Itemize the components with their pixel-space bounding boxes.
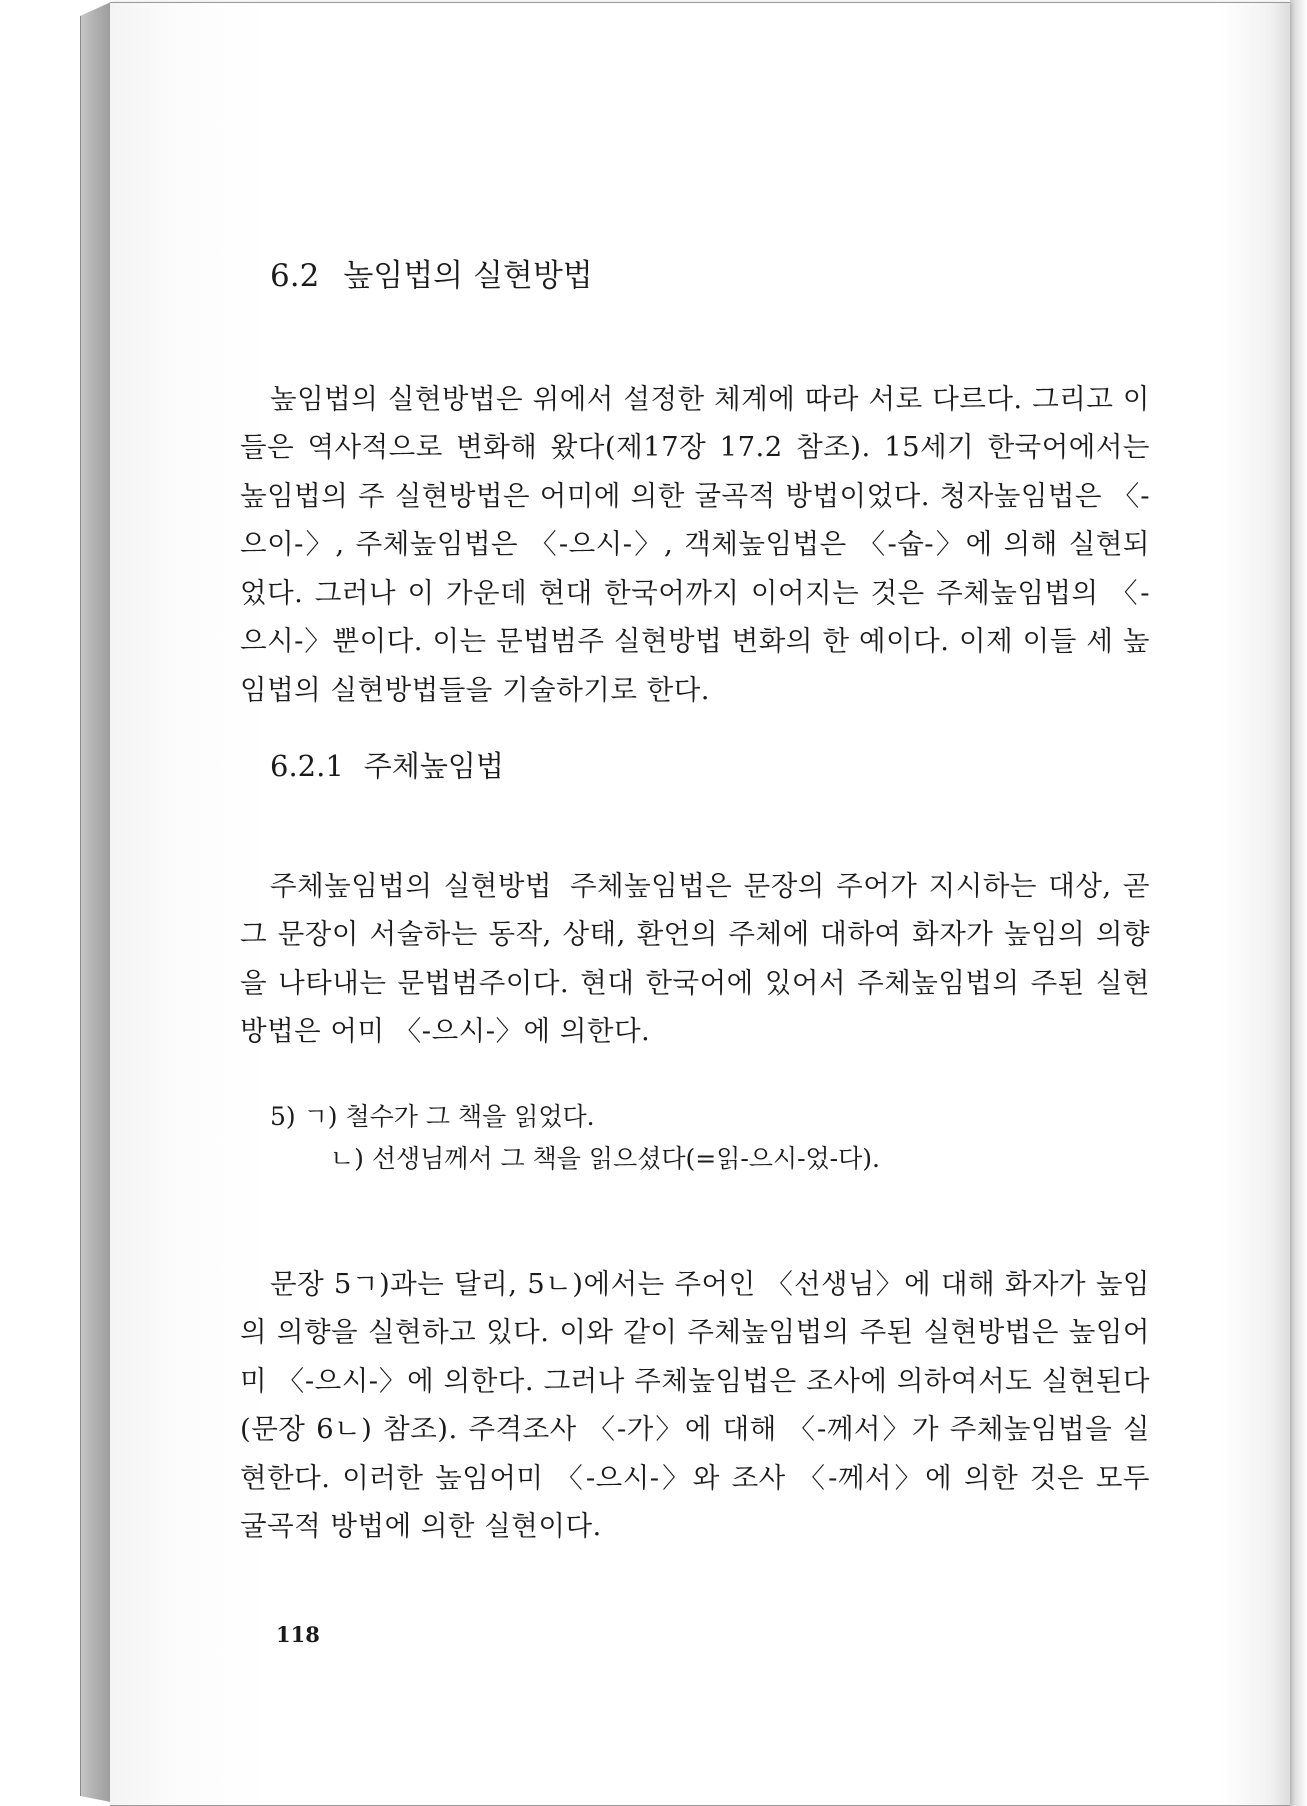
page-edge-shadow xyxy=(1290,0,1307,1806)
run-in-heading: 주체높임법의 실현방법 xyxy=(270,869,552,902)
section-number: 6.2 xyxy=(270,258,320,294)
paragraph-1: 높임법의 실현방법은 위에서 설정한 체계에 따라 서로 다르다. 그리고 이들은 역사적으로 변화해 왔다(제17장 17.2 참조). 15세기 한국어에서는 높임법의 주 실현방법은 어미에 의한 굴곡적 방법이었다. 청자높임법은 〈-으이-〉, 주체높임법은 〈-으시-〉, 객체높임법은 〈-숩-〉에 의해 실현되었다. 그러나 이 가운데 현대 한국어까지 이어지는 것은 주체높임법의 〈-으시-〉뿐이다. 이는 문법범주 실현방법 변화의 한 예이다. 이제 이들 세 높임법의 실현방법들을 기술하기로 한다. xyxy=(240,382,1150,706)
section-heading xyxy=(270,250,593,295)
example-line-2: ㄴ) 선생님께서 그 책을 읽으셨다(=읽-으시-었-다). xyxy=(330,1144,880,1173)
paragraph-2-text: 주체높임법은 문장의 주어가 지시하는 대상, 곧 그 문장이 서술하는 동작, 상태, 환언의 주체에 대하여 화자가 높임의 의향을 나타내는 문법범주이다. 현대 한국어에 있어서 주체높임법의 주된 실현방법은 어미 〈-으시-〉에 의한다. xyxy=(240,869,1151,1047)
example-line-1: 5) ㄱ) 철수가 그 책을 읽었다. xyxy=(270,1102,595,1131)
section-title: 높임법의 실현방법 xyxy=(343,258,593,294)
subsection-heading xyxy=(270,744,504,785)
subsection-number: 6.2.1 xyxy=(270,749,344,783)
paragraph-3: 문장 5ㄱ)과는 달리, 5ㄴ)에서는 주어인 〈선생님〉에 대해 화자가 높임의 의향을 실현하고 있다. 이와 같이 주체높임법의 주된 실현방법은 높임어미 〈-으시-〉에 의한다. 그러나 주체높임법은 조사에 의하여서도 실현된다(문장 6ㄴ) 참조). 주격조사 〈-가〉에 대해 〈-께서〉가 주체높임법을 실현한다. 이러한 높임어미 〈-으시-〉와 조사 〈-께서〉에 의한 것은 모두 굴곡적 방법에 의한 실현이다. xyxy=(240,1267,1150,1542)
subsection-title: 주체높임법 xyxy=(363,749,504,783)
page-number: 118 xyxy=(276,1622,320,1647)
paragraph-2 xyxy=(240,862,1150,1056)
book-spine xyxy=(80,2,111,1802)
example-sentences xyxy=(270,1096,880,1180)
